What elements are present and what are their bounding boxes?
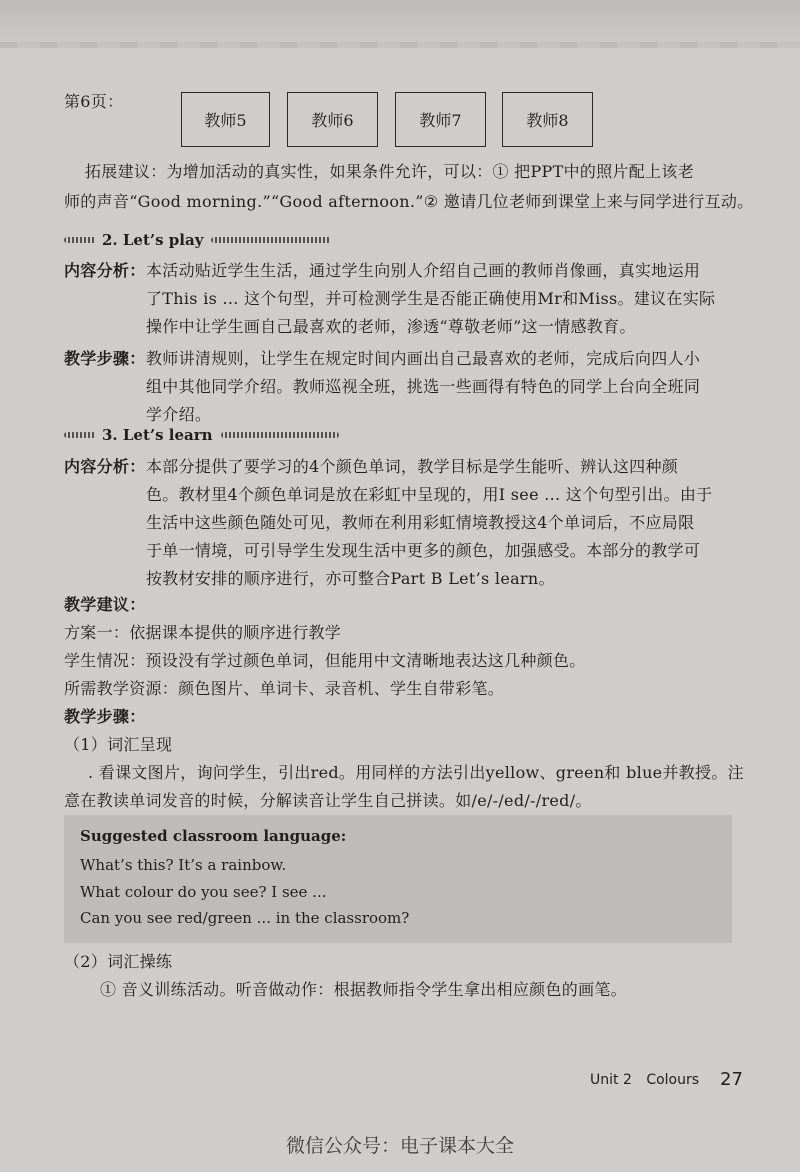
steps-line: 学介绍。 [146, 405, 212, 424]
top-photo-band [0, 0, 800, 48]
section-title: 3. Let’s learn [102, 426, 213, 444]
section-heading-lets-learn [64, 426, 339, 444]
teacher-box-8 [502, 92, 593, 147]
analysis-line: 生活中这些颜色随处可见，教师在利用彩虹情境教授这4个单词后，不应局限 [146, 513, 695, 532]
teacher-label: 教师5 [204, 111, 247, 130]
extension-line-1: 拓展建议：为增加活动的真实性，如果条件允许，可以：① 把PPT中的照片配上该老 [85, 162, 694, 181]
analysis-label: 内容分析： [64, 457, 146, 476]
analysis-label: 内容分析： [64, 261, 146, 280]
step-1-line: 意在教读单词发音的时候，分解读音让学生自己拼读。如/e/-/ed/-/red/。 [64, 791, 592, 810]
language-line: What’s this? It’s a rainbow. [80, 856, 287, 874]
teacher-label: 教师7 [419, 111, 462, 130]
step-1-heading: （1）词汇呈现 [64, 735, 173, 754]
suggest-label: 教学建议： [64, 595, 146, 614]
analysis-line: 按教材安排的顺序进行，亦可整合Part B Let’s learn。 [146, 569, 555, 588]
analysis-line: 于单一情境，可引导学生发现生活中更多的颜色，加强感受。本部分的教学可 [146, 541, 701, 560]
teacher-label: 教师6 [311, 111, 354, 130]
teacher-box-5 [181, 92, 270, 147]
suggested-language-box [64, 815, 732, 943]
page-label: 第6页： [64, 92, 124, 111]
wave-divider-icon [64, 432, 96, 438]
wave-divider-icon [64, 237, 96, 243]
language-line: What colour do you see? I see ... [80, 883, 327, 901]
wave-divider-icon [211, 237, 331, 243]
language-line: Can you see red/green ... in the classroom? [80, 909, 410, 927]
step-1-line: . 看课文图片，询问学生，引出red。用同样的方法引出yellow、green和 blue并教授。注 [88, 763, 744, 782]
student-line: 学生情况：预设没有学过颜色单词，但能用中文清晰地表达这几种颜色。 [64, 651, 586, 670]
teacher-box-6 [287, 92, 378, 147]
analysis-line: 本部分提供了要学习的4个颜色单词，教学目标是学生能听、辨认这四种颜 [146, 457, 679, 476]
section-title: 2. Let’s play [102, 231, 204, 249]
resources-line: 所需教学资源：颜色图片、单词卡、录音机、学生自带彩笔。 [64, 679, 505, 698]
teacher-label: 教师8 [526, 111, 569, 130]
steps-line: 组中其他同学介绍。教师巡视全班，挑选一些画得有特色的同学上台向全班同 [146, 377, 701, 396]
unit-title: Colours [646, 1072, 700, 1088]
analysis-line: 了This is ... 这个句型，并可检测学生是否能正确使用Mr和Miss。建议在实际 [146, 289, 716, 308]
teacher-box-7 [395, 92, 486, 147]
page-number: 27 [720, 1069, 743, 1090]
steps-line: 教师讲清规则，让学生在规定时间内画出自己最喜欢的老师，完成后向四人小 [146, 349, 701, 368]
language-box-title: Suggested classroom language: [80, 827, 347, 845]
steps-label: 教学步骤： [64, 707, 146, 726]
step-2-heading: （2）词汇操练 [64, 952, 173, 971]
footer-unit [590, 1072, 699, 1088]
watermark-text: 微信公众号：电子课本大全 [285, 1135, 514, 1157]
extension-line-2: 师的声音“Good morning.”“Good afternoon.”② 邀请几位老师到课堂上来与同学进行互动。 [64, 192, 754, 211]
analysis-line: 操作中让学生画自己最喜欢的老师，渗透“尊敬老师”这一情感教育。 [146, 317, 636, 336]
analysis-line: 色。教材里4个颜色单词是放在彩虹中呈现的，用I see ... 这个句型引出。由于 [146, 485, 713, 504]
wave-divider-icon [221, 432, 339, 438]
unit-number: Unit 2 [590, 1072, 632, 1088]
steps-label: 教学步骤： [64, 349, 146, 368]
plan-line: 方案一：依据课本提供的顺序进行教学 [64, 623, 342, 642]
analysis-line: 本活动贴近学生生活，通过学生向别人介绍自己画的教师肖像画，真实地运用 [146, 261, 701, 280]
section-heading-lets-play [64, 231, 331, 249]
step-2-line: ① 音义训练活动。听音做动作：根据教师指令学生拿出相应颜色的画笔。 [100, 980, 627, 999]
